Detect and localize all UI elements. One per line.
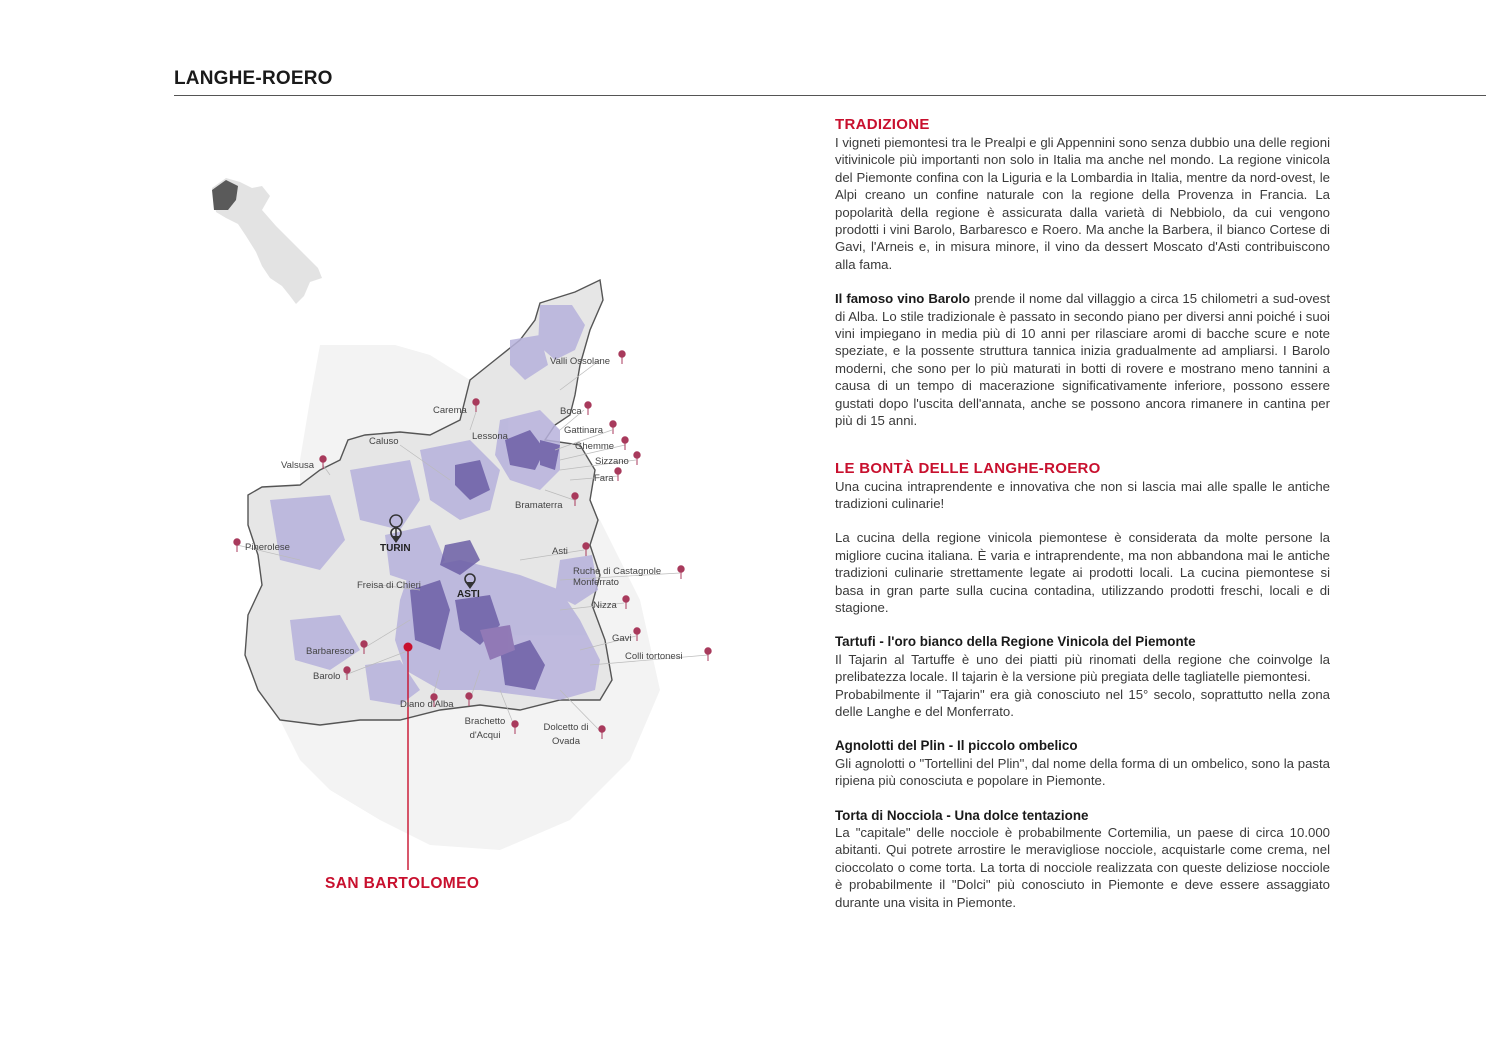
paragraph-torta: La "capitale" delle nocciole è probabilmente Cortemilia, un paese di circa 10.000 abitanti. Qui potrete arrostire le meravigliose nocciole, acquistarle come crema, nel cioccolato o come torta. La torta di nocciole realizzata con queste deliziose nocciole è probabilmente il "Dolci" più conosciuto in Piemonte e deve essere assaggiato durante una visita in Piemonte.	[835, 825, 1330, 910]
subtitle-agnolotti: Agnolotti del Plin - Il piccolo ombelico	[835, 738, 1078, 754]
label-asti: ASTI	[457, 589, 480, 600]
label-boca: Boca	[560, 406, 582, 417]
label-bramaterra: Bramaterra	[515, 500, 563, 511]
label-turin: TURIN	[380, 543, 411, 554]
label-dolcetto-2: Ovada	[552, 736, 580, 747]
label-brachetto-1: Brachetto	[464, 716, 506, 727]
paragraph-tartufi-2: Probabilmente il "Tajarin" era già conosciuto nel 15° secolo, soprattutto nella zona delle Langhe e del Monferrato.	[835, 686, 1330, 719]
paragraph-tradizione: I vigneti piemontesi tra le Prealpi e gli Appennini sono senza dubbio una delle regioni vitivinicole più importanti non solo in Italia ma anche nel mondo. La regione vinicola del Piemonte confina con la Liguria e la Lombardia in Italia, mentre da nord-ovest, le Alpi creano un confine naturale con la regione della Provenza in Francia. La popolarità della regione è assicurata dalla varietà di Nebbiolo, da cui vengono prodotti i vini Barolo, Barbaresco e Roero. Ma anche la Barbera, il bianco Cortese di Gavi, l'Arneis e, in misura minore, il vino da dessert Moscato d'Asti contribuiscono alla fama.	[835, 135, 1330, 272]
section-title-tradizione: TRADIZIONE	[835, 116, 930, 133]
label-ruche-1: Ruchè di Castagnole	[573, 566, 662, 577]
subtitle-torta: Torta di Nocciola - Una dolce tentazione	[835, 807, 1089, 823]
label-diano: Diano d'Alba	[400, 699, 454, 710]
label-lessona: Lessona	[472, 431, 508, 442]
label-barbaresco: Barbaresco	[306, 646, 355, 657]
subtitle-tartufi: Tartufi - l'oro bianco della Regione Vinicola del Piemonte	[835, 634, 1196, 650]
paragraph-tartufi-1: Il Tajarin al Tartuffe è uno dei piatti più rinomati della regione che coinvolge la prelibatezza locale. Il tajarin è la versione più pregiata delle tagliatelle piemontesi.	[835, 651, 1330, 685]
barolo-text: prende il nome dal villaggio a circa 15 chilometri a sud-ovest di Alba. Lo stile tradizionale è passato in secondo piano per diversi anni poiché i suoi vini impiegano in media più di 10 anni per rilasciare aromi di bacche scure e note speziate, e la possente struttura tannica inizia gradualmente ad ampliarsi. I Barolo moderni, che sono per lo più maturati in botti di rovere e mostrano meno tannini a causa di un tempo di macerazione significativamente inferiore, possono essere gustati dopo l'uscita dell'annata, anche se possono ancora rimanere in cantina per più di 15 anni.	[835, 291, 1330, 429]
paragraph-bonta-intro: Una cucina intraprendente e innovativa che non si lascia mai alle spalle le antiche tradizioni culinarie!	[835, 478, 1330, 511]
page-title: LANGHE-ROERO	[174, 68, 333, 89]
italy-locator-map	[212, 178, 322, 304]
label-nizza: Nizza	[593, 600, 617, 611]
san-bartolomeo-label: SAN BARTOLOMEO	[325, 875, 480, 892]
label-sizzano: Sizzano	[595, 456, 629, 467]
barolo-bold: Il famoso vino Barolo	[835, 291, 971, 307]
label-gavi: Gavi	[612, 633, 632, 644]
label-pinerolese: Pinerolese	[245, 542, 290, 553]
label-fara: Fara	[594, 473, 614, 484]
label-freisa: Freisa di Chieri	[357, 580, 421, 591]
label-valli-ossolane: Valli Ossolane	[550, 356, 611, 367]
paragraph-agnolotti: Gli agnolotti o "Tortellini del Plin", dal nome della forma di un ombelico, sono la pasta ripiena più conosciuta e popolare in Piemonte.	[835, 755, 1330, 789]
paragraph-barolo	[835, 290, 1330, 429]
label-barolo: Barolo	[313, 671, 341, 682]
label-brachetto-2: d'Acqui	[469, 730, 501, 741]
label-dolcetto-1: Dolcetto di	[543, 722, 589, 733]
pin-valli-ossolane	[619, 351, 625, 364]
paragraph-bonta: La cucina della regione vinicola piemontese è considerata da molte persone la migliore cucina italiana. È varia e intraprendente, ma non abbandona mai le antiche tradizioni culinarie strettamente legate ai prodotti locali. La cucina piemontese si basa in gran parte sulla cucina contadina, utilizzando prodotti freschi, locali e di stagione.	[835, 530, 1330, 615]
label-gattinara: Gattinara	[564, 425, 604, 436]
section-title-bonta: LE BONTÀ DELLE LANGHE-ROERO	[835, 459, 1101, 477]
label-ruche-2: Monferrato	[573, 577, 619, 588]
label-ghemme: Ghemme	[575, 441, 615, 452]
label-caluso: Caluso	[369, 436, 399, 447]
label-asti-wine: Asti	[552, 546, 568, 557]
label-carema: Carema	[433, 405, 467, 416]
label-valsusa: Valsusa	[281, 460, 315, 471]
text-column	[835, 116, 1330, 911]
label-colli-tortonesi: Colli tortonesi	[625, 651, 683, 662]
